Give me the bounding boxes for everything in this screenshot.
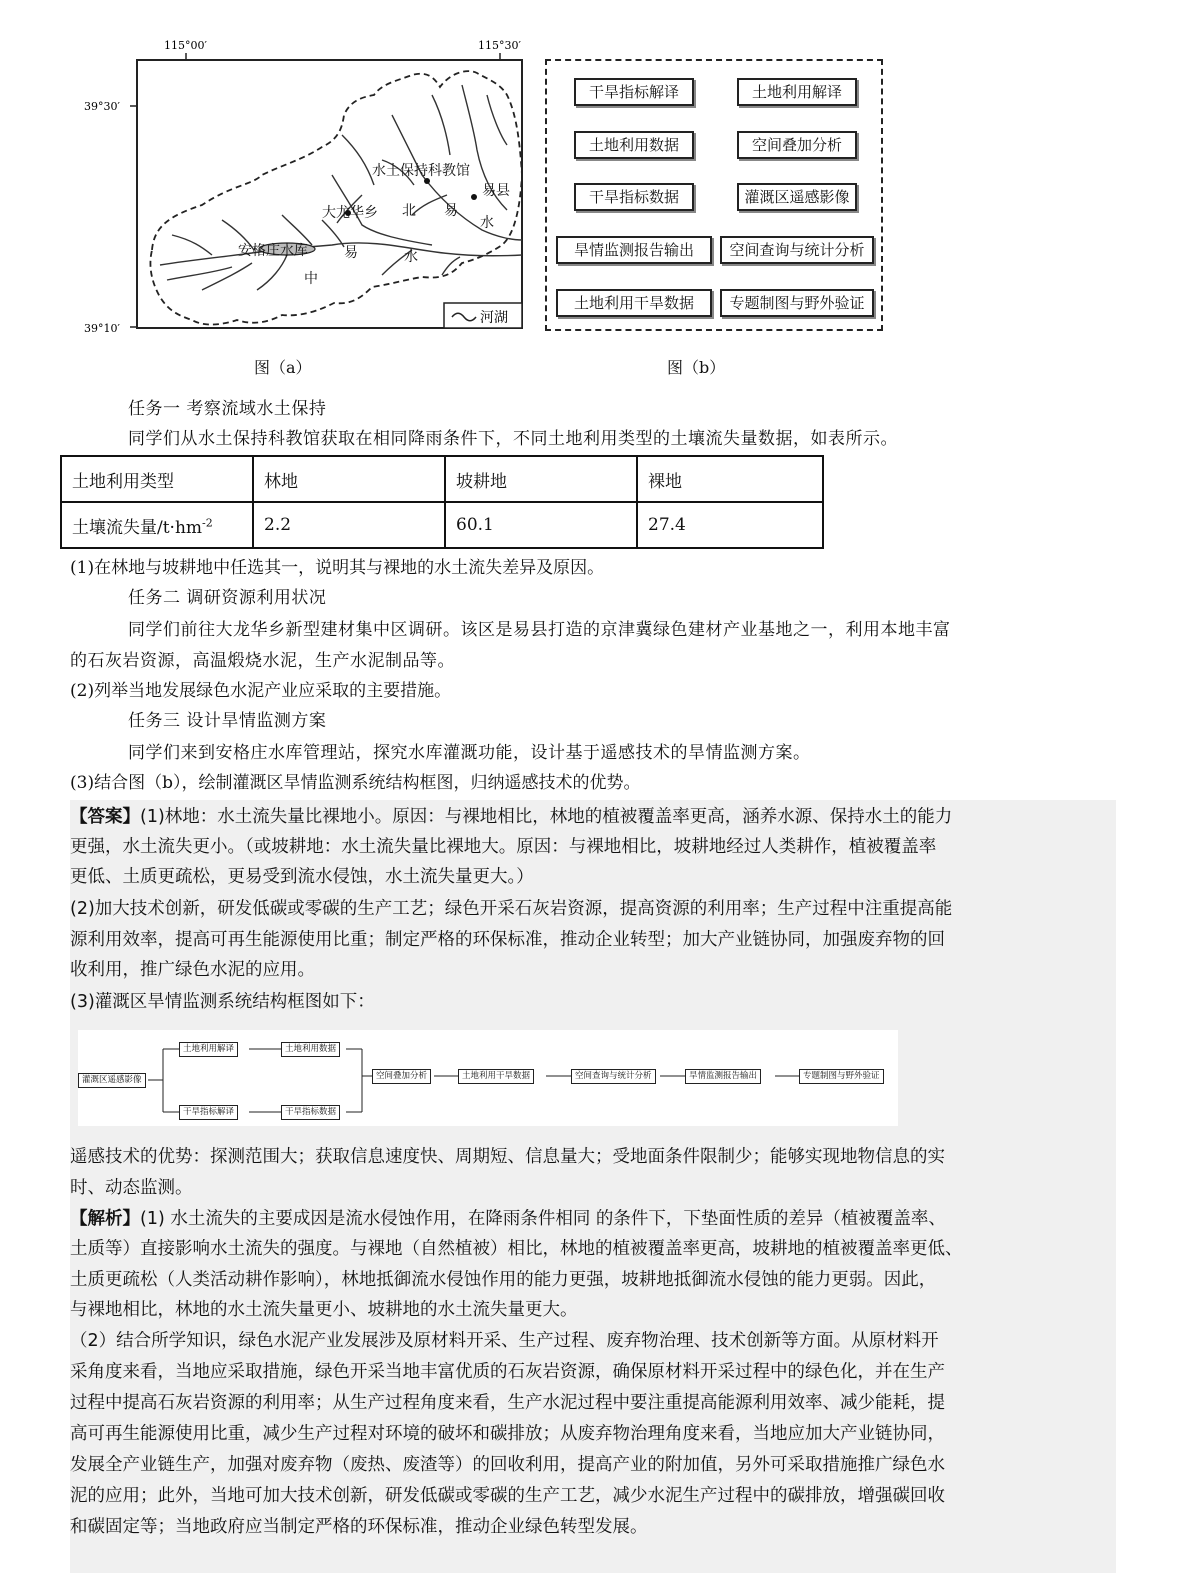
task3-title: 任务三 设计旱情监测方案 (128, 711, 327, 731)
legend-river-lake: 河湖 (480, 310, 508, 326)
question-1: (1)在林地与坡耕地中任选其一，说明其与裸地的水土流失差异及原因。 (70, 558, 605, 578)
task1-text: 同学们从水土保持科教馆获取在相同降雨条件下，不同土地利用类型的土壤流失量数据，如表所示。 (128, 429, 898, 449)
analysis-line-6: 采角度来看，当地应采取措施，绿色开采当地丰富优质的石灰岩资源，确保原材料开采过程中的绿色化，并在生产 (70, 1362, 945, 1382)
task2-title: 任务二 调研资源利用状况 (128, 588, 327, 608)
river-char-shui1: 水 (480, 215, 494, 231)
answer-tag: 【答案】 (70, 807, 140, 827)
box-drought-index-data: 干旱指标数据 (574, 183, 694, 211)
analysis-line-5: （2）结合所学知识，绿色水泥产业发展涉及原材料开采、生产过程、废弃物治理、技术创新等方面。从原材料开 (70, 1331, 939, 1351)
task1-title: 任务一 考察流域水土保持 (128, 399, 327, 419)
river-char-bei: 北 (402, 203, 416, 219)
question-2: (2)列举当地发展绿色水泥产业应采取的主要措施。 (70, 681, 452, 701)
figure-a-map (82, 35, 532, 345)
table-cell: 60.1 (445, 502, 637, 548)
table-header-cell: 裸地 (637, 456, 823, 502)
analysis-text: (1) 水土流失的主要成因是流水侵蚀作用，在降雨条件相同 的条件下，下垫面性质的差异（植被覆盖率、 (140, 1209, 946, 1229)
table-cell: 2.2 (253, 502, 445, 548)
row-label-sup: -2 (202, 515, 213, 529)
flow-box-chain-3: 空间查询与统计分析 (571, 1069, 656, 1084)
reservoir-label: 安格庄水库 (238, 243, 308, 259)
analysis-line-9: 发展全产业链生产，加强对废弃物（废热、废渣等）的回收利用，提高产业的附加值，另外可采取措施推广绿色水 (70, 1455, 945, 1475)
task3-text: 同学们来到安格庄水库管理站，探究水库灌溉功能，设计基于遥感技术的旱情监测方案。 (128, 743, 811, 763)
box-irrigation-rs-image: 灌溉区遥感影像 (737, 183, 857, 211)
figure-b-caption: 图（b） (667, 358, 726, 377)
analysis-line-2: 土质等）直接影响水土流失的强度。与裸地（自然植被）相比，林地的植被覆盖率更高，坡耕地的植被覆盖率更低、 (70, 1239, 963, 1259)
museum-label: 水土保持科教馆 (372, 163, 470, 179)
box-drought-report-output: 旱情监测报告输出 (556, 236, 712, 264)
analysis-line-7: 过程中提高石灰岩资源的利用率；从生产过程角度来看，生产水泥过程中要注重提高能源利用效率、减少能耗，提 (70, 1393, 945, 1413)
lon-right-label: 115°30′ (478, 39, 521, 52)
flow-box-source: 灌溉区遥感影像 (78, 1073, 146, 1088)
question-3: (3)结合图（b），绘制灌溉区旱情监测系统结构框图，归纳遥感技术的优势。 (70, 773, 641, 793)
answer-line-7: (3)灌溉区旱情监测系统结构框图如下： (70, 992, 375, 1012)
answer-line-4: (2)加大技术创新，研发低碳或零碳的生产工艺；绿色开采石灰岩资源，提高资源的利用率；生产过程中注重提高能 (70, 899, 953, 919)
box-thematic-mapping: 专题制图与野外验证 (720, 289, 874, 317)
river-char-yi2: 易 (344, 245, 358, 261)
table-header-cell: 土地利用类型 (61, 456, 253, 502)
answer-line-8: 遥感技术的优势：探测范围大；获取信息速度快、周期短、信息量大；受地面条件限制少；能够实现地物信息的实 (70, 1147, 945, 1167)
table-header-row (61, 456, 823, 502)
analysis-line-10: 泥的应用；此外，当地可加大技术创新，研发低碳或零碳的生产工艺，减少水泥生产过程中的碳排放，增强碳回收 (70, 1486, 945, 1506)
table-header-cell: 坡耕地 (445, 456, 637, 502)
answer-line-9: 时、动态监测。 (70, 1178, 193, 1198)
flow-box-top2: 土地利用数据 (281, 1042, 340, 1057)
analysis-tag: 【解析】 (70, 1209, 140, 1229)
box-drought-index-interpretation: 干旱指标解译 (574, 78, 694, 106)
flow-box-chain-4: 旱情监测报告输出 (685, 1069, 761, 1084)
table-header-cell: 林地 (253, 456, 445, 502)
box-land-use-drought-data: 土地利用干旱数据 (556, 289, 712, 317)
box-land-use-data: 土地利用数据 (574, 131, 694, 159)
table-cell: 27.4 (637, 502, 823, 548)
answer-line-2: 更强，水土流失更小。（或坡耕地：水土流失量比裸地大。原因：与裸地相比，坡耕地经过人类耕作，植被覆盖率 (70, 837, 937, 857)
soil-loss-table (60, 455, 824, 549)
row-label-text: 土壤流失量/t·hm (72, 517, 203, 538)
table-row (61, 502, 823, 548)
river-char-yi1: 易 (444, 203, 458, 219)
lon-left-label: 115°00′ (164, 39, 207, 52)
flow-chart (78, 1030, 898, 1126)
answer-line-3: 更低、土质更疏松，更易受到流水侵蚀，水土流失量更大。） (70, 867, 534, 887)
flow-box-bot2: 干旱指标数据 (281, 1105, 340, 1120)
task2-text-2: 的石灰岩资源，高温煅烧水泥，生产水泥制品等。 (70, 651, 455, 671)
answer-line-1 (70, 806, 952, 828)
figure-b-panel (545, 59, 883, 331)
analysis-line-4: 与裸地相比，林地的水土流失量更小、坡耕地的水土流失量更大。 (70, 1300, 578, 1320)
answer-line-5: 源利用效率，提高可再生能源使用比重；制定严格的环保标准，推动企业转型；加大产业链协同，加强废弃物的回 (70, 930, 945, 950)
table-row-label (61, 502, 253, 548)
river-char-zhong: 中 (304, 271, 318, 287)
analysis-line-11: 和碳固定等；当地政府应当制定严格的环保标准，推动企业绿色转型发展。 (70, 1517, 648, 1537)
flow-box-top1: 土地利用解译 (179, 1042, 238, 1057)
task2-text-1: 同学们前往大龙华乡新型建材集中区调研。该区是易县打造的京津冀绿色建材产业基地之一，利用本地丰富 (128, 620, 951, 640)
flow-box-bot1: 干旱指标解译 (179, 1105, 238, 1120)
analysis-line-8: 高可再生能源使用比重，减少生产过程对环境的破坏和碳排放；从废弃物治理角度来看，当地应加大产业链协同， (70, 1424, 945, 1444)
box-spatial-query-stats: 空间查询与统计分析 (720, 236, 874, 264)
dalonghua-label: 大龙华乡 (322, 205, 378, 221)
analysis-line-1 (70, 1208, 946, 1230)
box-land-use-interpretation: 土地利用解译 (737, 78, 857, 106)
answer-text: (1)林地：水土流失量比裸地小。原因：与裸地相比，林地的植被覆盖率更高，涵养水源、保持水土的能力 (140, 807, 953, 827)
figure-a-caption: 图（a） (254, 358, 312, 377)
box-spatial-overlay: 空间叠加分析 (737, 131, 857, 159)
flow-box-chain-2: 土地利用干旱数据 (458, 1069, 534, 1084)
flow-box-chain-5: 专题制图与野外验证 (799, 1069, 884, 1084)
analysis-line-3: 土质更疏松（人类活动耕作影响），林地抵御流水侵蚀作用的能力更强，坡耕地抵御流水侵蚀的能力更弱。因此， (70, 1270, 937, 1290)
lat-top-label: 39°30′ (84, 100, 120, 113)
river-char-shui2: 水 (404, 249, 418, 265)
flow-box-chain-1: 空间叠加分析 (372, 1069, 431, 1084)
yixian-label: 易县 (482, 183, 510, 199)
answer-line-6: 收利用，推广绿色水泥的应用。 (70, 960, 315, 980)
lat-bottom-label: 39°10′ (84, 322, 120, 335)
